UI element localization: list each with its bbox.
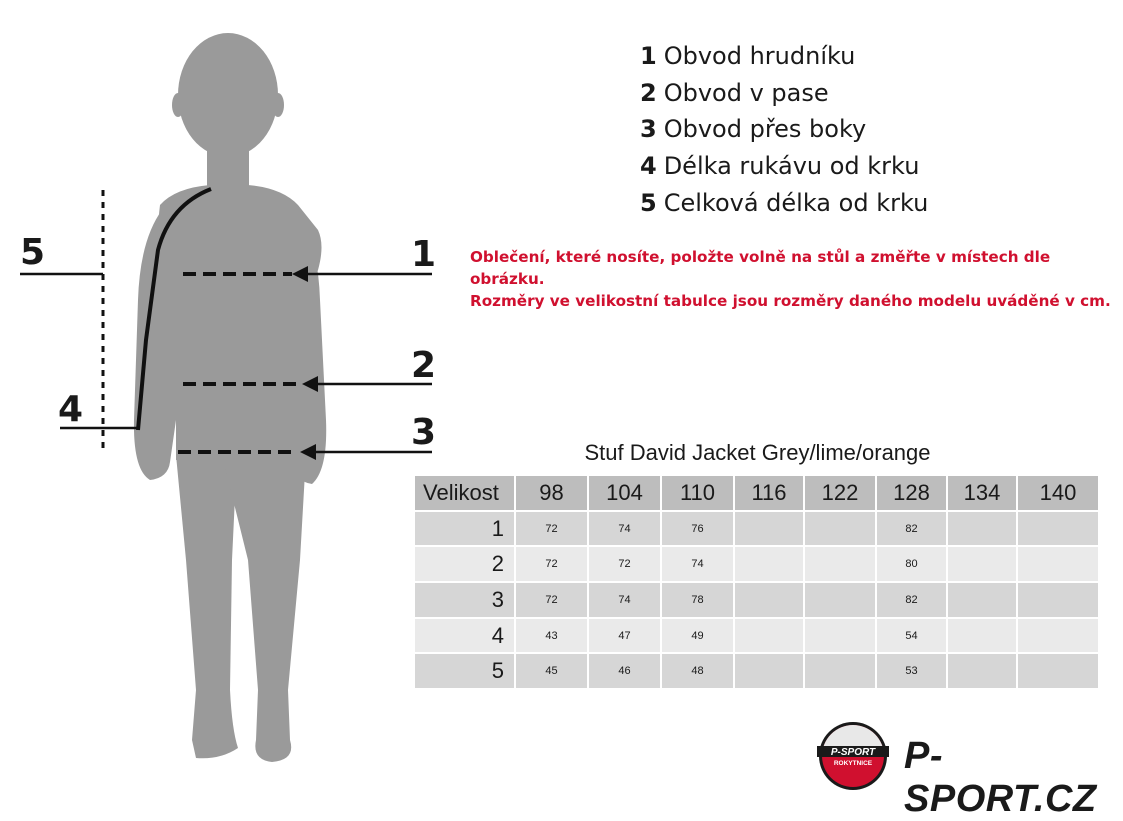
table-cell: [805, 619, 877, 655]
table-cell: 80: [877, 547, 948, 583]
table-cell: 47: [589, 619, 662, 655]
size-table: [415, 476, 1100, 690]
marker-1: 1: [411, 234, 437, 275]
note-line-2: Rozměry ve velikostní tabulce jsou rozměry daného modelu uváděné v cm.: [470, 292, 1111, 310]
header-cell-size: 104: [589, 476, 662, 512]
table-row: [415, 654, 1100, 690]
badge-bottom-text: ROKYTNICE: [833, 760, 873, 767]
legend-item: [640, 111, 928, 148]
row-label: 3: [415, 583, 516, 619]
table-row: [415, 583, 1100, 619]
marker-2: 2: [411, 345, 437, 386]
instruction-note: [470, 246, 1123, 312]
legend-num: 2: [640, 78, 657, 107]
table-cell: 74: [589, 512, 662, 548]
table-title: Stuf David Jacket Grey/lime/orange: [584, 440, 931, 465]
header-cell-size: 98: [516, 476, 589, 512]
table-cell: 74: [589, 583, 662, 619]
header-cell-size: 134: [948, 476, 1018, 512]
table-cell: 49: [662, 619, 735, 655]
table-cell: [1018, 654, 1100, 690]
table-cell: [805, 654, 877, 690]
table-cell: 82: [877, 512, 948, 548]
table-header-row: [415, 476, 1100, 512]
table-cell: 54: [877, 619, 948, 655]
measurement-figure: [0, 0, 460, 794]
table-cell: [735, 512, 805, 548]
header-cell-size: 122: [805, 476, 877, 512]
table-cell: [735, 547, 805, 583]
table-cell: [1018, 512, 1100, 548]
legend-num: 4: [640, 152, 657, 181]
table-cell: [1018, 547, 1100, 583]
table-row: [415, 547, 1100, 583]
table-cell: [948, 512, 1018, 548]
logo-badge: [817, 722, 889, 790]
table-cell: 43: [516, 619, 589, 655]
row-label: 1: [415, 512, 516, 548]
table-cell: [1018, 583, 1100, 619]
legend-num: 3: [640, 115, 657, 144]
table-cell: 72: [516, 583, 589, 619]
table-cell: 82: [877, 583, 948, 619]
table-cell: [948, 619, 1018, 655]
table-cell: [1018, 619, 1100, 655]
legend-label: Celková délka od krku: [663, 188, 929, 217]
table-cell: 78: [662, 583, 735, 619]
header-cell-label: Velikost: [415, 476, 516, 512]
table-cell: 53: [877, 654, 948, 690]
legend-label: Obvod v pase: [663, 78, 829, 107]
row-label: 5: [415, 654, 516, 690]
table-cell: 46: [589, 654, 662, 690]
legend-item: [640, 148, 928, 185]
table-cell: [805, 512, 877, 548]
logo-wordmark: P-SPORT.CZ: [904, 735, 1097, 820]
badge-top-text: P-SPORT: [830, 747, 876, 758]
header-cell-size: 140: [1018, 476, 1100, 512]
table-cell: [805, 583, 877, 619]
table-cell: 45: [516, 654, 589, 690]
legend-item: [640, 185, 928, 222]
table-cell: [735, 619, 805, 655]
row-label: 2: [415, 547, 516, 583]
table-cell: [948, 547, 1018, 583]
table-cell: [735, 583, 805, 619]
table-row: [415, 512, 1100, 548]
table-cell: [948, 583, 1018, 619]
legend-item: [640, 38, 928, 75]
table-row: [415, 619, 1100, 655]
table-cell: 74: [662, 547, 735, 583]
legend-item: [640, 75, 928, 112]
table-cell: [948, 654, 1018, 690]
header-cell-size: 116: [735, 476, 805, 512]
table-cell: 72: [589, 547, 662, 583]
note-line-1: Oblečení, které nosíte, položte volně na stůl a změřte v místech dle obrázku.: [470, 248, 1051, 288]
table-cell: [805, 547, 877, 583]
table-cell: 72: [516, 547, 589, 583]
table-cell: 76: [662, 512, 735, 548]
header-cell-size: 128: [877, 476, 948, 512]
header-cell-size: 110: [662, 476, 735, 512]
row-label: 4: [415, 619, 516, 655]
legend-label: Obvod přes boky: [663, 115, 867, 144]
marker-3: 3: [411, 412, 437, 453]
measurement-legend: [640, 38, 928, 222]
legend-label: Obvod hrudníku: [663, 42, 856, 70]
legend-num: 1: [640, 42, 657, 70]
child-silhouette: [134, 33, 326, 762]
table-cell: [735, 654, 805, 690]
marker-5: 5: [20, 232, 46, 273]
legend-num: 5: [640, 188, 657, 217]
table-cell: 48: [662, 654, 735, 690]
marker-4: 4: [58, 389, 84, 430]
table-cell: 72: [516, 512, 589, 548]
legend-label: Délka rukávu od krku: [663, 152, 920, 181]
